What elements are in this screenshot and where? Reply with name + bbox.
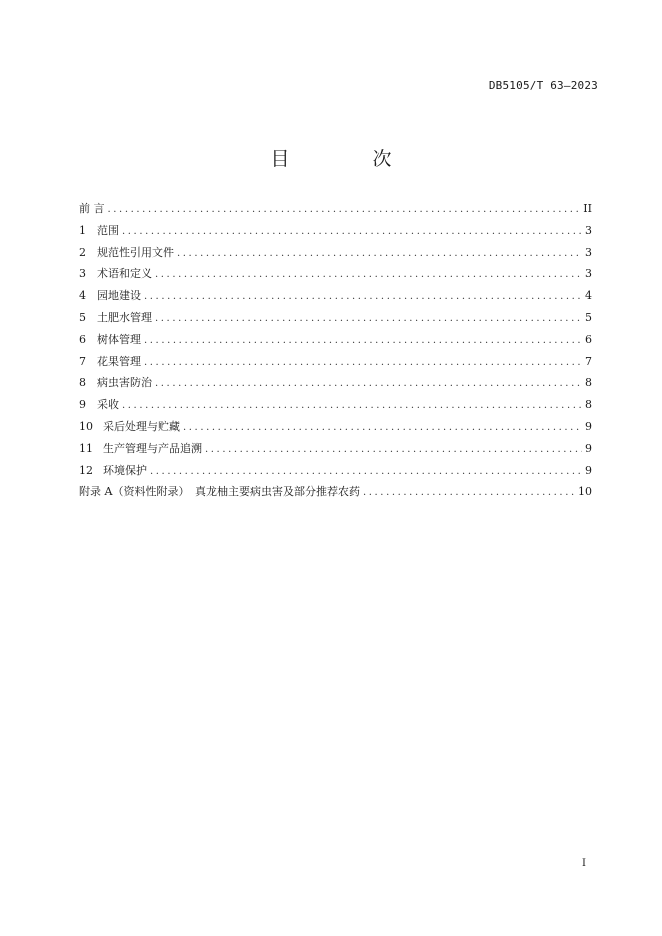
toc-dot-leader: [144, 357, 582, 368]
toc-entry-number: 10: [79, 419, 93, 433]
toc-entry-label: 采后处理与贮藏: [103, 419, 180, 433]
toc-entry-label: 术语和定义: [97, 267, 152, 281]
toc-entry[interactable]: [79, 200, 592, 222]
toc-dot-leader: [183, 422, 582, 433]
toc-entry[interactable]: [79, 265, 592, 287]
toc-entry[interactable]: [79, 222, 592, 244]
toc-entry-page: 3: [585, 267, 592, 281]
toc-entry-label: 环境保护: [103, 463, 147, 477]
toc-entry[interactable]: [79, 462, 592, 484]
toc-entry-label: 园地建设: [97, 289, 141, 303]
toc-entry-page: 9: [585, 419, 592, 433]
toc-entry[interactable]: [79, 374, 592, 396]
toc-dot-leader: [144, 291, 582, 302]
toc-entry[interactable]: [79, 440, 592, 462]
toc-entry[interactable]: [79, 483, 592, 505]
toc-entry-number: 1: [79, 223, 86, 237]
toc-entry-label: 土肥水管理: [97, 310, 152, 324]
toc-entry-page: 7: [585, 354, 592, 368]
toc-entry[interactable]: [79, 244, 592, 266]
toc-entry-page: 10: [578, 485, 592, 499]
toc-entry-page: 8: [585, 398, 592, 412]
toc-entry[interactable]: [79, 396, 592, 418]
toc-entry-number: 5: [79, 310, 86, 324]
page-title: 目 次: [270, 148, 424, 170]
toc-entry[interactable]: [79, 353, 592, 375]
toc-entry-page: 3: [585, 223, 592, 237]
document-code: DB5105/T 63—2023: [488, 79, 598, 92]
toc-entry[interactable]: [79, 309, 592, 331]
toc-entry-number: 8: [79, 376, 86, 390]
toc-entry-label: 生产管理与产品追溯: [103, 441, 202, 455]
toc-entry-number: 11: [79, 441, 93, 455]
toc-entry-label: 花果管理: [97, 354, 141, 368]
toc-entry-page: 8: [585, 376, 592, 390]
toc-dot-leader: [150, 466, 582, 477]
toc-entry-label: 附录 A（资料性附录） 真龙柚主要病虫害及部分推荐农药: [79, 485, 360, 499]
toc-entry-number: 4: [79, 289, 86, 303]
toc-entry[interactable]: [79, 418, 592, 440]
toc-entry-label: 病虫害防治: [97, 376, 152, 390]
toc-dot-leader: [205, 444, 582, 455]
toc-dot-leader: [122, 400, 582, 411]
toc-entry-number: 12: [79, 463, 93, 477]
table-of-contents: [79, 200, 592, 505]
toc-entry-number: 3: [79, 267, 86, 281]
toc-entry-page: 6: [585, 332, 592, 346]
toc-entry-label: 树体管理: [97, 332, 141, 346]
toc-dot-leader: [122, 226, 582, 237]
toc-dot-leader: [155, 269, 582, 280]
toc-dot-leader: [363, 487, 575, 498]
toc-entry-number: 9: [79, 398, 86, 412]
toc-entry-page: 3: [585, 245, 592, 259]
toc-dot-leader: [108, 204, 581, 215]
toc-entry-label: 前 言: [79, 202, 105, 215]
toc-dot-leader: [155, 378, 582, 389]
toc-entry-page: 4: [585, 289, 592, 303]
toc-dot-leader: [155, 313, 582, 324]
toc-entry[interactable]: [79, 331, 592, 353]
page-number: I: [582, 858, 586, 869]
toc-entry-number: 7: [79, 354, 86, 368]
toc-entry[interactable]: [79, 287, 592, 309]
toc-entry-number: 6: [79, 332, 86, 346]
toc-dot-leader: [177, 248, 582, 259]
toc-entry-page: 5: [585, 310, 592, 324]
toc-entry-page: 9: [585, 463, 592, 477]
toc-entry-label: 规范性引用文件: [97, 245, 174, 259]
toc-entry-label: 范围: [97, 223, 119, 237]
toc-entry-page: 9: [585, 441, 592, 455]
toc-entry-number: 2: [79, 245, 86, 259]
toc-entry-label: 采收: [97, 398, 119, 412]
toc-entry-page: II: [583, 202, 592, 215]
toc-dot-leader: [144, 335, 582, 346]
